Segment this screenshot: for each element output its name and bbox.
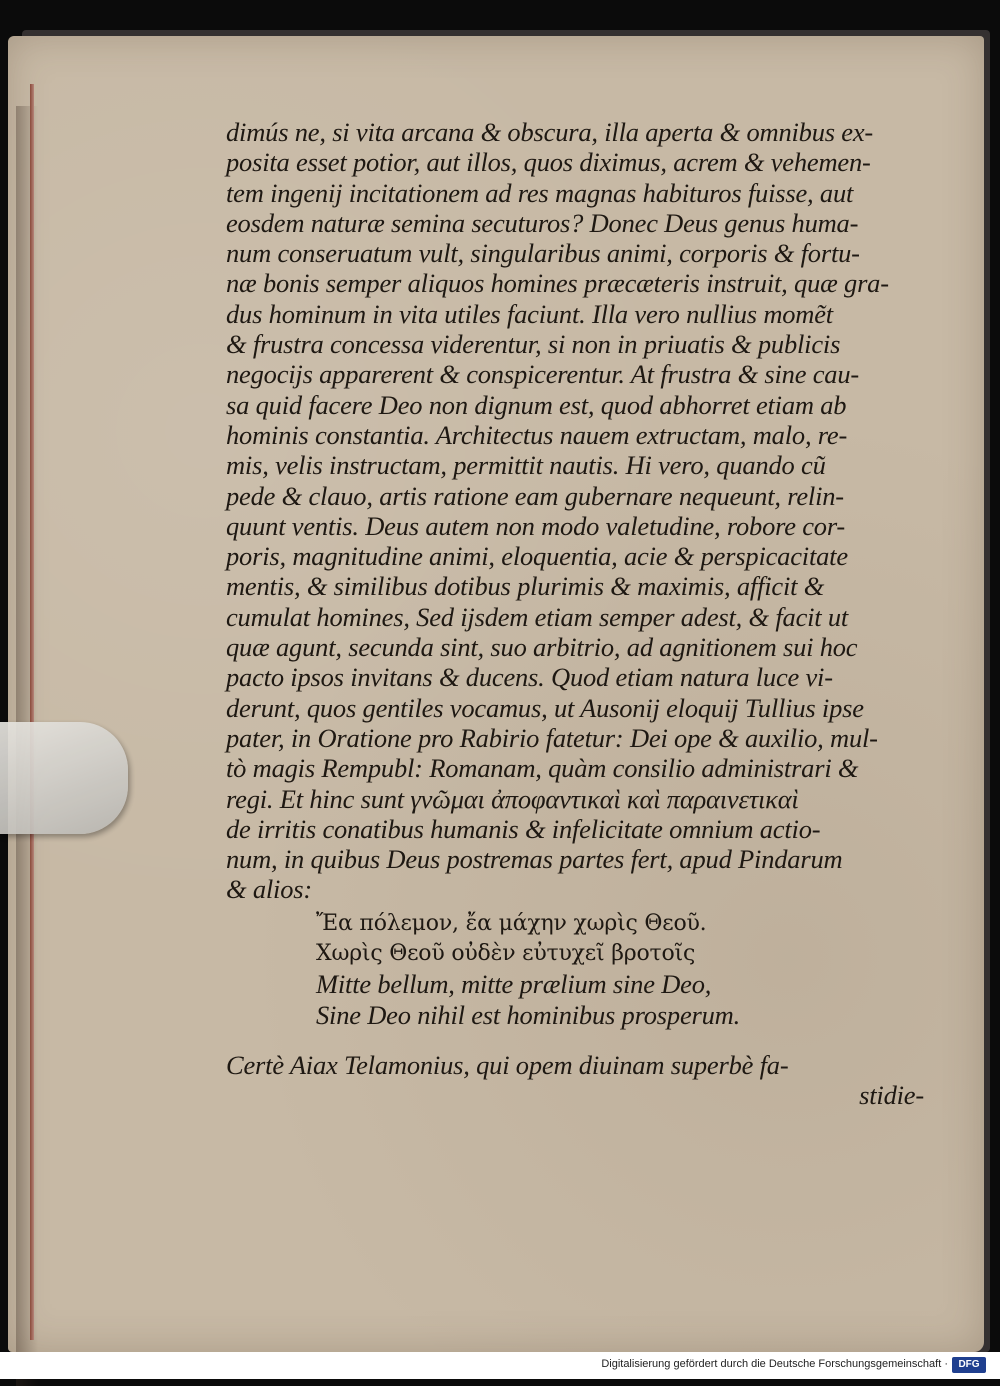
dfg-logo: DFG — [952, 1357, 986, 1373]
text-line: sa quid facere Deo non dignum est, quod abhorret etiam ab — [226, 389, 847, 420]
page-clip — [0, 722, 128, 834]
text-line: dimús ne, si vita arcana & obscura, illa aperta & omnibus ex- — [226, 117, 874, 147]
text-line: & frustra concessa viderentur, si non in priuatis & publicis — [226, 329, 841, 360]
text-line: negocijs apparerent & conspicerentur. At frustra & sine cau- — [226, 359, 860, 390]
text-line: mentis, & similibus dotibus plurimis & maximis, afficit & — [226, 571, 825, 602]
text-line: cumulat homines, Sed ijsdem etiam semper adest, & facit ut — [226, 601, 849, 632]
body-paragraph — [226, 117, 946, 905]
text-line: tem ingenij incitationem ad res magnas habituros fuisse, aut — [226, 177, 854, 208]
text-line: eosdem naturæ semina secuturos? Donec Deus genus huma- — [226, 207, 859, 238]
text-line: pacto ipsos invitans & ducens. Quod etiam natura luce vi- — [226, 662, 833, 693]
text-line: quæ agunt, secunda sint, suo arbitrio, ad agnitionem sui hoc — [226, 632, 858, 663]
verse-line: Χωρὶς Θεοῦ οὐδὲν εὐτυχεῖ βροτοῖς — [316, 941, 696, 967]
text-line: dus hominum in vita utiles faciunt. Illa vero nullius momẽt — [226, 298, 833, 329]
verse-line: Mitte bellum, mitte prælium sine Deo, — [316, 969, 712, 1000]
closing-line: Certè Aiax Telamonius, qui opem diuinam superbè fa- — [226, 1049, 789, 1080]
text-line: num conseruatum vult, singularibus animi, corporis & fortu- — [226, 238, 860, 269]
text-line: derunt, quos gentiles vocamus, ut Ausonij eloquij Tullius ipse — [226, 692, 864, 723]
footer-bar — [0, 1352, 1000, 1379]
verse-quotation — [226, 909, 946, 1030]
text-line: num, in quibus Deus postremas partes fert, apud Pindarum — [226, 844, 843, 875]
text-line: quunt ventis. Deus autem non modo valetudine, robore cor- — [226, 510, 846, 541]
text-line: næ bonis semper aliquos homines præcæteris instruit, quæ gra- — [226, 268, 889, 299]
text-line: tò magis Rempubl: Romanam, quàm consilio administrari & — [226, 753, 859, 784]
closing-paragraph — [226, 1050, 946, 1111]
text-line: & alios: — [226, 874, 313, 905]
text-line: de irritis conatibus humanis & infelicitate omnium actio- — [226, 813, 821, 844]
footer-credit: Digitalisierung gefördert durch die Deutsche Forschungsgemeinschaft · — [601, 1358, 948, 1370]
verse-line: Sine Deo nihil est hominibus prosperum. — [316, 999, 741, 1030]
page-edge — [30, 84, 34, 1340]
text-line: poris, magnitudine animi, eloquentia, acie & perspicacitate — [226, 541, 848, 572]
text-line: posita esset potior, aut illos, quos diximus, acrem & vehemen- — [226, 147, 871, 178]
page-text — [226, 117, 946, 1111]
text-line: regi. Et hinc sunt γνῶμαι ἀποφαντικαὶ καὶ παραινετικαὶ — [226, 783, 799, 814]
text-line: hominis constantia. Architectus nauem extructam, malo, re- — [226, 419, 848, 450]
catchword: stidie- — [859, 1080, 924, 1111]
text-line: pede & clauo, artis ratione eam gubernare nequeunt, relin- — [226, 480, 844, 511]
text-line: pater, in Oratione pro Rabirio fatetur: Dei ope & auxilio, mul- — [226, 722, 878, 753]
verse-line: Ἔα πόλεμον, ἔα μάχην χωρὶς Θεοῦ. — [316, 910, 707, 936]
text-line: mis, velis instructam, permittit nautis. Hi vero, quando cũ — [226, 450, 826, 481]
